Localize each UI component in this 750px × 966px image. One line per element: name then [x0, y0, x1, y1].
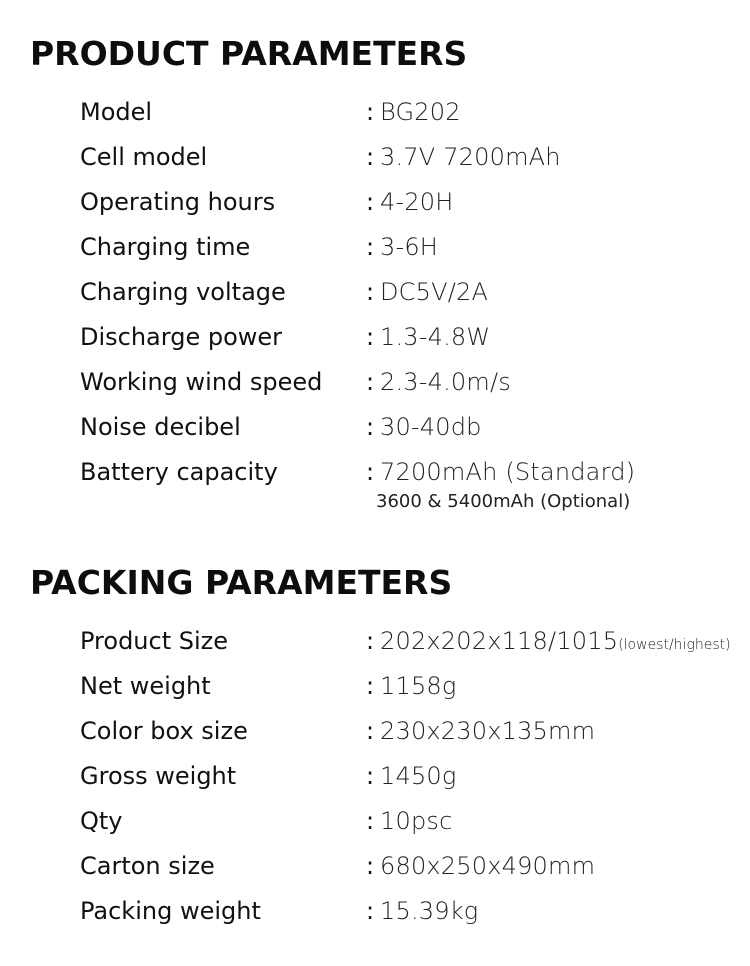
row-label: Operating hours: [80, 188, 276, 216]
row-label: Carton size: [80, 852, 215, 880]
packing-row-product-size: [0, 621, 750, 661]
row-colon: :: [366, 717, 375, 745]
row-value: 10psc: [380, 807, 453, 835]
row-label: Battery capacity: [80, 458, 278, 486]
product-row-charging-time: [0, 227, 750, 267]
row-colon: :: [366, 233, 375, 261]
row-colon: :: [366, 458, 375, 486]
row-colon: :: [366, 762, 375, 790]
packing-row-packing-weight: [0, 891, 750, 931]
row-colon: :: [366, 807, 375, 835]
product-row-discharge-power: [0, 317, 750, 357]
row-label: Product Size: [80, 627, 229, 655]
row-colon: :: [366, 413, 375, 441]
product-row-noise-decibel: [0, 407, 750, 447]
row-label: Net weight: [80, 672, 211, 700]
row-colon: :: [366, 627, 375, 655]
row-label: Working wind speed: [80, 368, 323, 396]
product-row-model: [0, 92, 750, 132]
row-label: Color box size: [80, 717, 248, 745]
row-colon: :: [366, 897, 375, 925]
packing-row-gross-weight: [0, 756, 750, 796]
row-label: Model: [80, 98, 153, 126]
row-value: 230x230x135mm: [380, 717, 596, 745]
product-row-battery-capacity: [0, 452, 750, 492]
row-value: DC5V/2A: [380, 278, 489, 306]
row-label: Packing weight: [80, 897, 261, 925]
product-row-charging-voltage: [0, 272, 750, 312]
row-colon: :: [366, 98, 375, 126]
row-colon: :: [366, 672, 375, 700]
product-row-operating-hours: [0, 182, 750, 222]
row-value-note: (lowest/highest): [618, 637, 731, 653]
row-colon: :: [366, 368, 375, 396]
row-colon: :: [366, 323, 375, 351]
row-label: Charging voltage: [80, 278, 286, 306]
row-label: Gross weight: [80, 762, 237, 790]
row-colon: :: [366, 278, 375, 306]
row-value: 3.7V 7200mAh: [380, 143, 561, 171]
product-row-cell-model: [0, 137, 750, 177]
row-colon: :: [366, 143, 375, 171]
row-label: Noise decibel: [80, 413, 241, 441]
row-value: 4-20H: [380, 188, 454, 216]
row-colon: :: [366, 852, 375, 880]
row-value-wrap: [380, 621, 731, 665]
row-label: Cell model: [80, 143, 208, 171]
row-value: 1450g: [380, 762, 457, 790]
row-label: Qty: [80, 807, 123, 835]
packing-parameters-heading: PACKING PARAMETERS: [30, 563, 453, 602]
product-row-working-wind-speed: [0, 362, 750, 402]
row-value: 7200mAh (Standard): [380, 458, 636, 486]
row-value: 2.3-4.0m/s: [380, 368, 511, 396]
packing-row-color-box-size: [0, 711, 750, 751]
product-parameters-heading: PRODUCT PARAMETERS: [30, 34, 468, 73]
battery-capacity-optional: 3600 & 5400mAh (Optional): [376, 491, 631, 512]
row-value: 1158g: [380, 672, 457, 700]
row-value: 1.3-4.8W: [380, 323, 491, 351]
row-label: Discharge power: [80, 323, 283, 351]
row-value: 3-6H: [380, 233, 439, 261]
row-value: 680x250x490mm: [380, 852, 596, 880]
row-label: Charging time: [80, 233, 251, 261]
packing-row-net-weight: [0, 666, 750, 706]
row-colon: :: [366, 188, 375, 216]
row-value: 202x202x118/1015: [380, 627, 619, 655]
packing-row-carton-size: [0, 846, 750, 886]
row-value: BG202: [380, 98, 461, 126]
row-value: 30-40db: [380, 413, 482, 441]
packing-row-qty: [0, 801, 750, 841]
row-value: 15.39kg: [380, 897, 479, 925]
